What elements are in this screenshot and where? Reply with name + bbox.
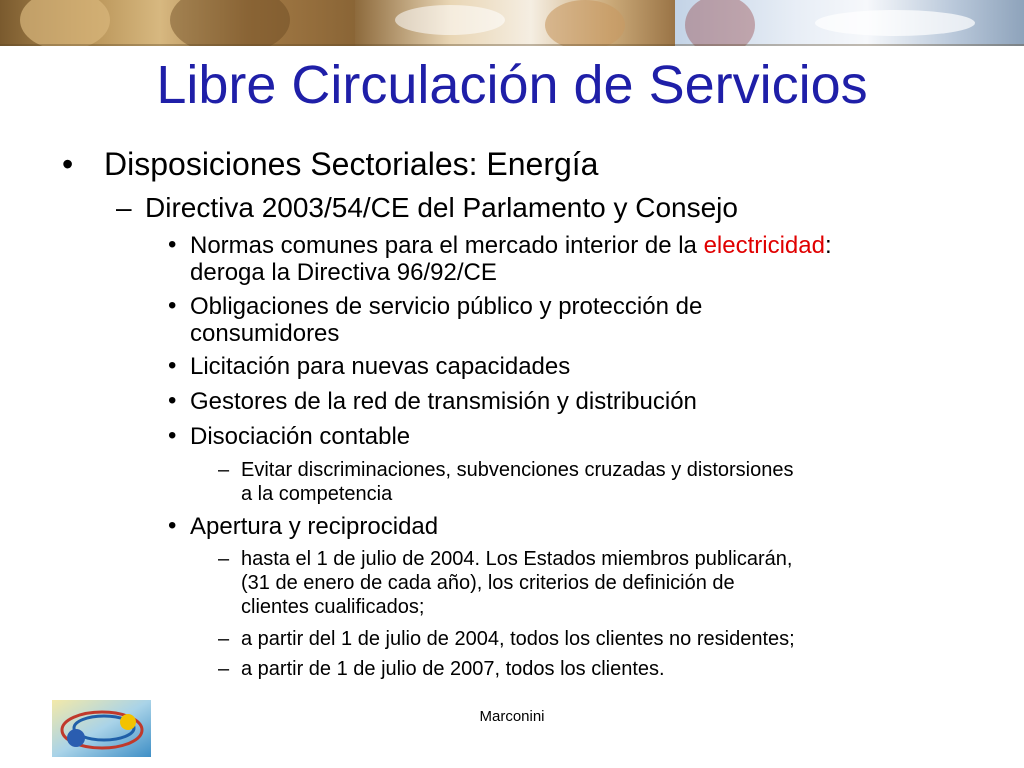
banner-photo-keyboard <box>675 0 1024 46</box>
list-item-text: Licitación para nuevas capacidades <box>190 353 571 380</box>
bullet-marker: • <box>168 422 177 449</box>
bullet-marker: • <box>168 352 177 379</box>
list-item-text-line2: consumidores <box>190 320 340 347</box>
subitem-text: a partir del 1 de julio de 2004, todos los clientes no residentes; <box>241 628 795 650</box>
banner-photo-hands-grain <box>0 0 355 46</box>
bullet-text: Disposiciones Sectoriales: Energía <box>104 146 599 182</box>
list-item-text: Disociación contable <box>190 423 411 450</box>
list-item-text: Apertura y reciprocidad <box>190 513 439 540</box>
dash-marker: – <box>218 658 230 680</box>
bullet-marker: • <box>62 146 74 182</box>
dash-marker: – <box>116 192 132 223</box>
highlight-electricidad: electricidad <box>703 232 825 259</box>
text-normas: Normas comunes para el mercado interior de la <box>190 232 704 259</box>
list-item-text: Obligaciones de servicio público y protección de <box>190 293 703 320</box>
list-item-text: Gestores de la red de transmisión y distribución <box>190 388 697 415</box>
subitem-text: hasta el 1 de julio de 2004. Los Estados miembros publicarán, <box>241 548 793 570</box>
bullet-marker: • <box>168 512 177 539</box>
dash-marker: – <box>218 459 230 481</box>
dash-marker: – <box>218 548 230 570</box>
text-colon: : <box>824 232 832 259</box>
slide-title: Libre Circulación de Servicios <box>156 55 868 115</box>
banner-photo-writing <box>355 0 675 46</box>
bullet-marker: • <box>168 231 177 258</box>
subitem-text-line2: (31 de enero de cada año), los criterios de definición de <box>241 572 735 594</box>
dash-marker: – <box>218 628 230 650</box>
subbullet-text: Directiva 2003/54/CE del Parlamento y Consejo <box>145 192 738 223</box>
bullet-marker: • <box>168 387 177 414</box>
list-item-text <box>190 231 832 260</box>
subitem-text-line3: clientes cualificados; <box>241 596 425 618</box>
footer-author: Marconini <box>479 708 545 725</box>
subitem-text: a partir de 1 de julio de 2007, todos los clientes. <box>241 658 665 680</box>
subitem-text: Evitar discriminaciones, subvenciones cruzadas y distorsiones <box>241 459 794 481</box>
header-photo-banner <box>0 0 1024 46</box>
list-item-text-line2: deroga la Directiva 96/92/CE <box>190 259 497 286</box>
subitem-text-line2: a la competencia <box>241 483 393 505</box>
bullet-marker: • <box>168 292 177 319</box>
